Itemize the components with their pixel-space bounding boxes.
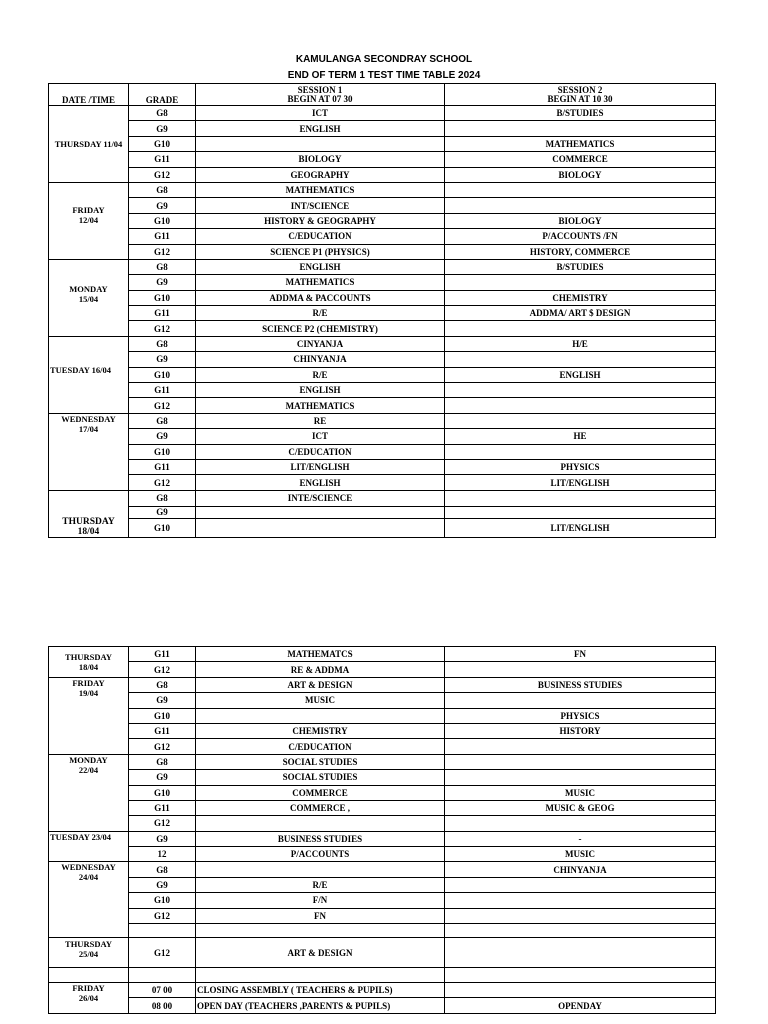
table-row: [49, 518, 716, 537]
table-row: [49, 136, 716, 151]
table-row: [49, 429, 716, 444]
session-2-cell: [445, 770, 716, 785]
grade-cell: G12: [129, 938, 196, 968]
session-2-cell: [445, 398, 716, 413]
session-2-cell: BIOLOGY: [445, 167, 716, 182]
table-row: [49, 198, 716, 213]
time-cell: 07 00: [129, 983, 196, 998]
session-1-cell: [196, 518, 445, 537]
grade-cell: G8: [129, 182, 196, 197]
table-row: [49, 862, 716, 877]
day-name: FRIDAY: [72, 204, 105, 215]
session-1-cell: C/EDUCATION: [196, 444, 445, 459]
session-2-cell: [445, 182, 716, 197]
session-2-cell: MUSIC & GEOG: [445, 800, 716, 815]
grade-cell: [129, 924, 196, 938]
session-1-cell: FN: [196, 908, 445, 923]
table-row: [49, 816, 716, 831]
session-2-cell: MATHEMATICS: [445, 136, 716, 151]
session-2-cell: [445, 908, 716, 923]
school-title: KAMULANGA SECONDRAY SCHOOL: [295, 54, 473, 65]
table-row: [49, 739, 716, 754]
table-row: [49, 893, 716, 908]
table-row: [49, 770, 716, 785]
grade-cell: G11: [129, 229, 196, 244]
session-2-cell: [445, 693, 716, 708]
session-2-cell: [445, 413, 716, 428]
table-row: [49, 321, 716, 336]
grade-cell: G10: [129, 444, 196, 459]
session-1-cell: R/E: [196, 306, 445, 321]
day-name: MONDAY: [69, 754, 108, 765]
session-1-cell: ENGLISH: [196, 475, 445, 490]
header-session-2: [445, 84, 716, 106]
session-1-cell: R/E: [196, 367, 445, 382]
timetable-page-1: [48, 83, 716, 538]
session-1-cell: OPEN DAY (TEACHERS ,PARENTS & PUPILS): [196, 998, 445, 1013]
page-1-table-region: [48, 83, 716, 537]
session-1-cell: [196, 968, 445, 983]
grade-cell: G11: [129, 647, 196, 662]
day-date: 17/04: [78, 423, 99, 434]
session-1-cell: MATHEMATICS: [196, 398, 445, 413]
table-row: [49, 213, 716, 228]
session-2-cell: [445, 893, 716, 908]
grade-cell: G10: [129, 518, 196, 537]
table-row: [49, 398, 716, 413]
grade-cell: [129, 968, 196, 983]
session-2-cell: COMMERCE: [445, 152, 716, 167]
session-1-cell: INT/SCIENCE: [196, 198, 445, 213]
table-row: [49, 167, 716, 182]
session-2-cell: MUSIC: [445, 847, 716, 862]
session-2-cell: MUSIC: [445, 785, 716, 800]
day-cell: [49, 754, 129, 831]
table-row: [49, 754, 716, 769]
day-date: 18/04: [77, 526, 100, 537]
grade-cell: G11: [129, 459, 196, 474]
session-1-cell: ENGLISH: [196, 259, 445, 274]
session-1-cell: [196, 708, 445, 723]
table-row: [49, 229, 716, 244]
session-2-cell: HE: [445, 429, 716, 444]
session-1-cell: ICT: [196, 106, 445, 121]
session-1-cell: GEOGRAPHY: [196, 167, 445, 182]
session-2-cell: -: [445, 831, 716, 846]
table-row: [49, 259, 716, 274]
day-name: WEDNESDAY: [61, 413, 116, 424]
grade-cell: G8: [129, 106, 196, 121]
table-row: [49, 847, 716, 862]
day-cell: [49, 490, 129, 537]
day-date: 22/04: [78, 764, 99, 775]
session-2-cell: H/E: [445, 336, 716, 351]
session-2-cell: B/STUDIES: [445, 259, 716, 274]
grade-cell: G9: [129, 352, 196, 367]
session-1-cell: P/ACCOUNTS: [196, 847, 445, 862]
session-2-cell: HISTORY: [445, 723, 716, 738]
table-row: [49, 785, 716, 800]
table-row: [49, 244, 716, 259]
session-1-cell: C/EDUCATION: [196, 739, 445, 754]
grade-cell: G9: [129, 693, 196, 708]
grade-cell: G12: [129, 908, 196, 923]
grade-cell: G9: [129, 429, 196, 444]
grade-cell: G12: [129, 475, 196, 490]
timetable-page-2: [48, 646, 716, 1014]
session-2-cell: [445, 754, 716, 769]
day-cell: [49, 182, 129, 259]
grade-cell: G9: [129, 770, 196, 785]
session-1-cell: COMMERCE ,: [196, 800, 445, 815]
session-1-cell: LIT/ENGLISH: [196, 459, 445, 474]
day-date: 18/04: [78, 662, 99, 672]
table-row: [49, 662, 716, 677]
session-2-cell: [445, 662, 716, 677]
session-1-cell: HISTORY & GEOGRAPHY: [196, 213, 445, 228]
session-2-cell: [445, 968, 716, 983]
session-1-cell: SCIENCE P2 (CHEMISTRY): [196, 321, 445, 336]
session-1-cell: COMMERCE: [196, 785, 445, 800]
session-2-cell: [445, 198, 716, 213]
session-1-time: BEGIN AT 07 30: [287, 93, 353, 104]
day-name: FRIDAY: [72, 677, 105, 688]
session-1-cell: CHINYANJA: [196, 352, 445, 367]
day-cell: [49, 862, 129, 938]
grade-cell: G8: [129, 490, 196, 506]
table-row: [49, 877, 716, 892]
session-2-cell: [445, 983, 716, 998]
session-2-cell: [445, 816, 716, 831]
grade-cell: G11: [129, 383, 196, 398]
grade-cell: G10: [129, 136, 196, 151]
grade-cell: G10: [129, 290, 196, 305]
table-row: [49, 998, 716, 1013]
day-cell: TUESDAY 23/04: [49, 831, 129, 862]
session-1-cell: RE: [196, 413, 445, 428]
session-2-cell: [445, 938, 716, 968]
day-date: 15/04: [78, 293, 99, 304]
table-row: [49, 800, 716, 815]
grade-cell: G12: [129, 816, 196, 831]
session-1-cell: SCIENCE P1 (PHYSICS): [196, 244, 445, 259]
session-2-cell: ADDMA/ ART $ DESIGN: [445, 306, 716, 321]
session-1-cell: [196, 816, 445, 831]
session-2-cell: [445, 877, 716, 892]
session-1-cell: ADDMA & PACCOUNTS: [196, 290, 445, 305]
page-2-table-region: [48, 646, 716, 1011]
grade-cell: G10: [129, 893, 196, 908]
session-2-cell: [445, 352, 716, 367]
table-row: [49, 290, 716, 305]
day-date: 19/04: [78, 687, 99, 698]
day-cell: [49, 677, 129, 754]
grade-cell: G9: [129, 275, 196, 290]
grade-cell: G8: [129, 862, 196, 877]
table-row: [49, 983, 716, 998]
session-2-cell: [445, 490, 716, 506]
session-1-cell: [196, 136, 445, 151]
session-2-cell: PHYSICS: [445, 708, 716, 723]
grade-cell: G9: [129, 877, 196, 892]
grade-cell: G11: [129, 723, 196, 738]
table-row: [49, 336, 716, 351]
session-2-cell: PHYSICS: [445, 459, 716, 474]
session-2-cell: B/STUDIES: [445, 106, 716, 121]
table-row: [49, 182, 716, 197]
session-2-cell: FN: [445, 647, 716, 662]
table-row: [49, 677, 716, 692]
table-row: [49, 490, 716, 506]
session-1-label: SESSION 1: [297, 84, 343, 95]
session-2-cell: [445, 507, 716, 519]
session-1-cell: [196, 924, 445, 938]
grade-cell: G10: [129, 367, 196, 382]
session-2-cell: [445, 444, 716, 459]
session-1-cell: C/EDUCATION: [196, 229, 445, 244]
day-name: THURSDAY: [62, 516, 115, 527]
session-2-cell: [445, 321, 716, 336]
session-1-cell: CHEMISTRY: [196, 723, 445, 738]
day-date: 25/04: [78, 949, 99, 960]
table-row: [49, 475, 716, 490]
grade-cell: G10: [129, 708, 196, 723]
session-2-cell: [445, 275, 716, 290]
table-row: [49, 275, 716, 290]
day-name: FRIDAY: [72, 983, 105, 994]
table-row: [49, 444, 716, 459]
day-date: 26/04: [78, 993, 99, 1004]
grade-cell: G9: [129, 198, 196, 213]
grade-cell: G12: [129, 244, 196, 259]
session-1-cell: CINYANJA: [196, 336, 445, 351]
day-name: THURSDAY: [65, 939, 112, 950]
table-row: [49, 507, 716, 519]
session-1-cell: RE & ADDMA: [196, 662, 445, 677]
table-row: [49, 723, 716, 738]
session-1-cell: ENGLISH: [196, 121, 445, 136]
day-cell: [49, 983, 129, 1014]
table-row: [49, 924, 716, 938]
session-2-cell: CHEMISTRY: [445, 290, 716, 305]
session-1-cell: [196, 507, 445, 519]
session-1-cell: MATHEMATICS: [196, 275, 445, 290]
session-1-cell: F/N: [196, 893, 445, 908]
session-2-cell: P/ACCOUNTS /FN: [445, 229, 716, 244]
table-row: [49, 708, 716, 723]
grade-cell: G9: [129, 121, 196, 136]
table-row: [49, 306, 716, 321]
header-date-time: DATE /TIME: [49, 84, 129, 106]
session-1-cell: SOCIAL STUDIES: [196, 754, 445, 769]
table-row: [49, 106, 716, 121]
grade-cell: G8: [129, 754, 196, 769]
session-2-cell: [445, 383, 716, 398]
session-2-cell: HISTORY, COMMERCE: [445, 244, 716, 259]
grade-cell: G11: [129, 306, 196, 321]
table-row: [49, 938, 716, 968]
table-row: [49, 968, 716, 983]
session-1-cell: ICT: [196, 429, 445, 444]
session-2-cell: [445, 924, 716, 938]
session-2-cell: LIT/ENGLISH: [445, 475, 716, 490]
grade-cell: G9: [129, 831, 196, 846]
table-row: [49, 459, 716, 474]
session-2-cell: LIT/ENGLISH: [445, 518, 716, 537]
day-name: MONDAY: [69, 283, 108, 294]
day-cell: [49, 647, 129, 678]
timetable-subtitle: END OF TERM 1 TEST TIME TABLE 2024: [287, 70, 481, 81]
session-2-cell: ENGLISH: [445, 367, 716, 382]
day-name: THURSDAY: [65, 652, 112, 662]
session-1-cell: CLOSING ASSEMBLY ( TEACHERS & PUPILS): [196, 983, 445, 998]
session-1-cell: INTE/SCIENCE: [196, 490, 445, 506]
grade-cell: G8: [129, 677, 196, 692]
session-1-cell: ART & DESIGN: [196, 677, 445, 692]
table-row: [49, 383, 716, 398]
day-cell: TUESDAY 16/04: [49, 336, 129, 413]
time-cell: 08 00: [129, 998, 196, 1013]
grade-cell: G12: [129, 739, 196, 754]
table-row: [49, 352, 716, 367]
session-1-cell: ENGLISH: [196, 383, 445, 398]
session-1-cell: BUSINESS STUDIES: [196, 831, 445, 846]
table-row: [49, 908, 716, 923]
grade-cell: G12: [129, 398, 196, 413]
table-row: [49, 831, 716, 846]
session-1-cell: BIOLOGY: [196, 152, 445, 167]
grade-cell: G8: [129, 259, 196, 274]
table-row: [49, 121, 716, 136]
grade-cell: G10: [129, 213, 196, 228]
session-1-cell: [196, 862, 445, 877]
session-2-cell: BIOLOGY: [445, 213, 716, 228]
grade-cell: G10: [129, 785, 196, 800]
session-2-time: BEGIN AT 10 30: [547, 93, 613, 104]
session-2-cell: OPENDAY: [445, 998, 716, 1013]
table-row: [49, 693, 716, 708]
day-cell: [49, 413, 129, 490]
session-1-cell: SOCIAL STUDIES: [196, 770, 445, 785]
table-row: [49, 647, 716, 662]
session-1-cell: MATHEMATICS: [196, 182, 445, 197]
table-row: [49, 152, 716, 167]
day-cell: [49, 938, 129, 968]
session-1-cell: ART & DESIGN: [196, 938, 445, 968]
table-row: [49, 367, 716, 382]
grade-cell: G12: [129, 321, 196, 336]
header-grade: GRADE: [129, 84, 196, 106]
session-1-cell: MATHEMATCS: [196, 647, 445, 662]
session-2-cell: BUSINESS STUDIES: [445, 677, 716, 692]
session-1-cell: MUSIC: [196, 693, 445, 708]
grade-cell: G8: [129, 336, 196, 351]
day-date: 24/04: [78, 872, 99, 883]
session-2-cell: CHINYANJA: [445, 862, 716, 877]
grade-cell: G12: [129, 167, 196, 182]
day-cell: THURSDAY 11/04: [49, 106, 129, 183]
grade-cell: G12: [129, 662, 196, 677]
day-cell: [49, 259, 129, 336]
session-1-cell: R/E: [196, 877, 445, 892]
day-name: WEDNESDAY: [61, 862, 116, 873]
session-2-cell: [445, 121, 716, 136]
header-row: [49, 84, 716, 106]
grade-cell: 12: [129, 847, 196, 862]
grade-cell: G9: [129, 507, 196, 519]
day-date: 12/04: [78, 214, 99, 225]
session-2-cell: [445, 739, 716, 754]
header-session-1: [196, 84, 445, 106]
grade-cell: G11: [129, 800, 196, 815]
table-row: [49, 413, 716, 428]
grade-cell: G11: [129, 152, 196, 167]
grade-cell: G8: [129, 413, 196, 428]
session-2-label: SESSION 2: [557, 84, 603, 95]
